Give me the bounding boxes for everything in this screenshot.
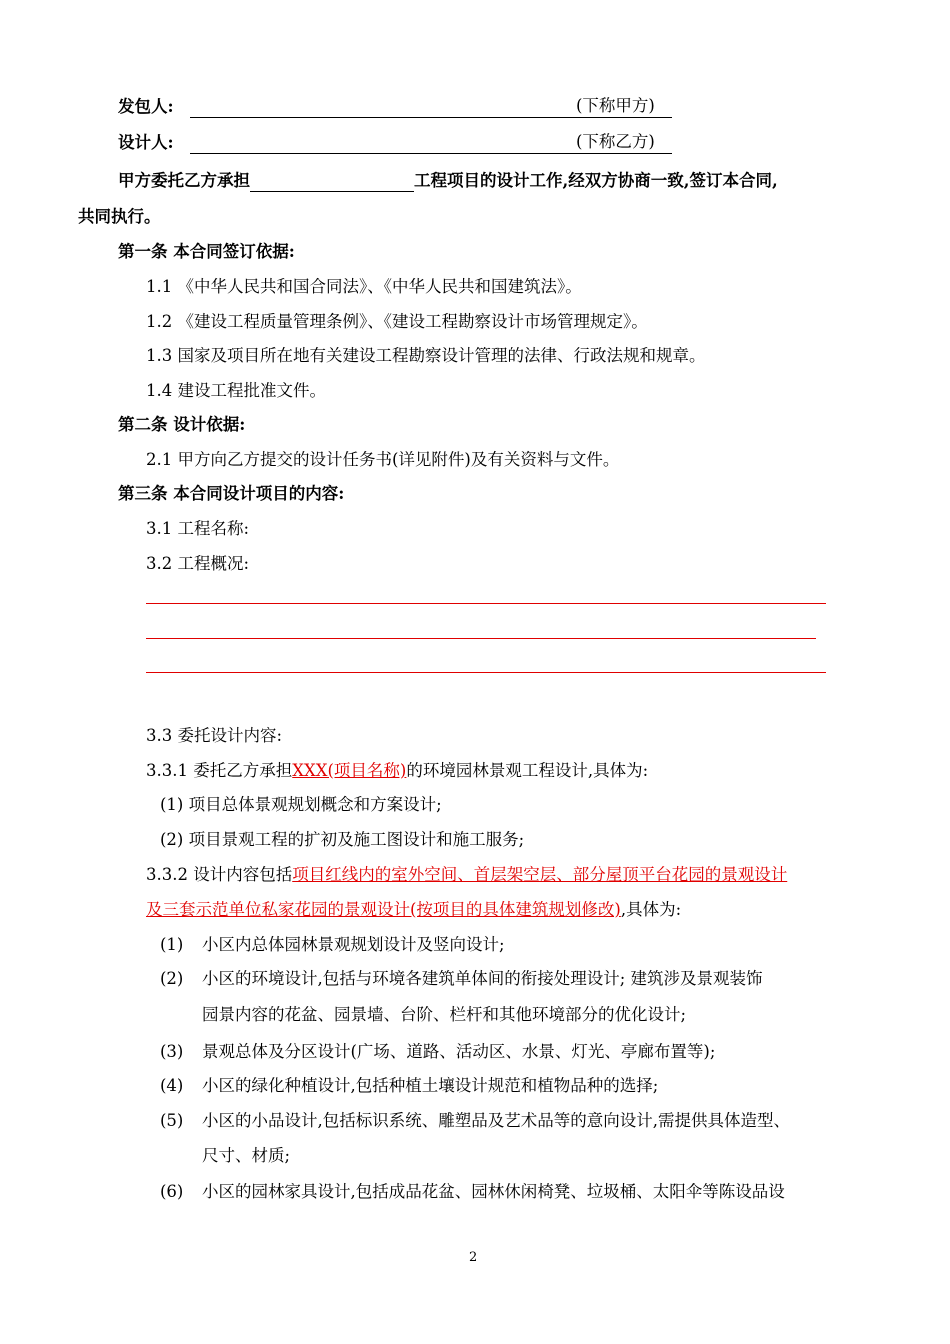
- intro-part-a: 甲方委托乙方承担: [118, 171, 250, 190]
- sub-item-number: (3): [160, 1042, 184, 1061]
- sub-item-number: (1): [160, 935, 184, 954]
- sub-item-text: 小区的园林家具设计,包括成品花盆、园林休闲椅凳、垃圾桶、太阳伞等陈设品设: [202, 1182, 785, 1201]
- project-name-placeholder: XXX(项目名称): [292, 761, 407, 780]
- item-3-3-1-text-a: 3.3.1 委托乙方承担: [146, 761, 293, 780]
- sub-item-text: 小区内总体园林景观规划设计及竖向设计;: [202, 935, 505, 954]
- sub-item-number: (2): [160, 969, 184, 988]
- item-3-3-2: [146, 864, 787, 886]
- designer-suffix: (下称乙方): [576, 132, 655, 151]
- project-blank[interactable]: [250, 173, 414, 192]
- project-overview-item: 3.2 工程概况:: [146, 554, 250, 573]
- sub-item-text: 小区的环境设计,包括与环境各建筑单体间的衔接处理设计; 建筑涉及景观装饰: [202, 969, 763, 988]
- sub-item-text: 小区的绿化种植设计,包括种植土壤设计规范和植物品种的选择;: [202, 1076, 659, 1095]
- sub-item-number: (4): [160, 1076, 184, 1095]
- project-name-item: 3.1 工程名称:: [146, 519, 250, 538]
- scope-highlight: 及三套示范单位私家花园的景观设计(按项目的具体建筑规划修改): [146, 900, 621, 919]
- sub-item-text: 尺寸、材质;: [202, 1146, 291, 1165]
- overview-blank-line[interactable]: [146, 672, 826, 673]
- sub-item-number: (5): [160, 1111, 184, 1130]
- intro-line-2: 共同执行。: [78, 207, 161, 226]
- article-1-item: 1.1 《中华人民共和国合同法》、《中华人民共和国建筑法》。: [146, 277, 582, 296]
- intro-line-1: [118, 170, 778, 192]
- sub-item: (1) 项目总体景观规划概念和方案设计;: [160, 795, 442, 814]
- sub-item-text: 小区的小品设计,包括标识系统、雕塑品及艺术品等的意向设计,需提供具体造型、: [202, 1111, 790, 1130]
- article-2-title: 第二条 设计依据:: [118, 415, 246, 434]
- item-3-3-2-text-a: 3.3.2 设计内容包括: [146, 865, 293, 884]
- sub-item: (2) 项目景观工程的扩初及施工图设计和施工服务;: [160, 830, 525, 849]
- designer-label: 设计人:: [118, 133, 174, 152]
- employer-label: 发包人:: [118, 97, 174, 116]
- intro-part-b: 工程项目的设计工作,经双方协商一致,签订本合同,: [414, 171, 778, 190]
- design-scope-item: 3.3 委托设计内容:: [146, 726, 283, 745]
- article-1-item: 1.2 《建设工程质量管理条例》、《建设工程勘察设计市场管理规定》。: [146, 312, 648, 331]
- article-1-item: 1.4 建设工程批准文件。: [146, 381, 326, 400]
- item-3-3-2-text-b: ,具体为:: [620, 900, 682, 919]
- article-1-title: 第一条 本合同签订依据:: [118, 242, 295, 261]
- item-3-3-1: [146, 760, 648, 782]
- article-3-title: 第三条 本合同设计项目的内容:: [118, 484, 345, 503]
- item-3-3-2-cont: [146, 899, 681, 921]
- sub-item-number: (6): [160, 1182, 184, 1201]
- overview-blank-line[interactable]: [146, 603, 826, 604]
- item-3-3-1-text-b: 的环境园林景观工程设计,具体为:: [406, 761, 649, 780]
- article-2-item: 2.1 甲方向乙方提交的设计任务书(详见附件)及有关资料与文件。: [146, 450, 620, 469]
- sub-item-text: 景观总体及分区设计(广场、道路、活动区、水景、灯光、亭廊布置等);: [202, 1042, 716, 1061]
- article-1-item: 1.3 国家及项目所在地有关建设工程勘察设计管理的法律、行政法规和规章。: [146, 346, 706, 365]
- page-number: 2: [469, 1250, 478, 1265]
- scope-highlight: 项目红线内的室外空间、首层架空层、部分屋顶平台花园的景观设计: [292, 865, 788, 884]
- sub-item-text: 园景内容的花盆、园景墙、台阶、栏杆和其他环境部分的优化设计;: [202, 1005, 687, 1024]
- employer-suffix: (下称甲方): [576, 96, 655, 115]
- overview-blank-line[interactable]: [146, 638, 816, 639]
